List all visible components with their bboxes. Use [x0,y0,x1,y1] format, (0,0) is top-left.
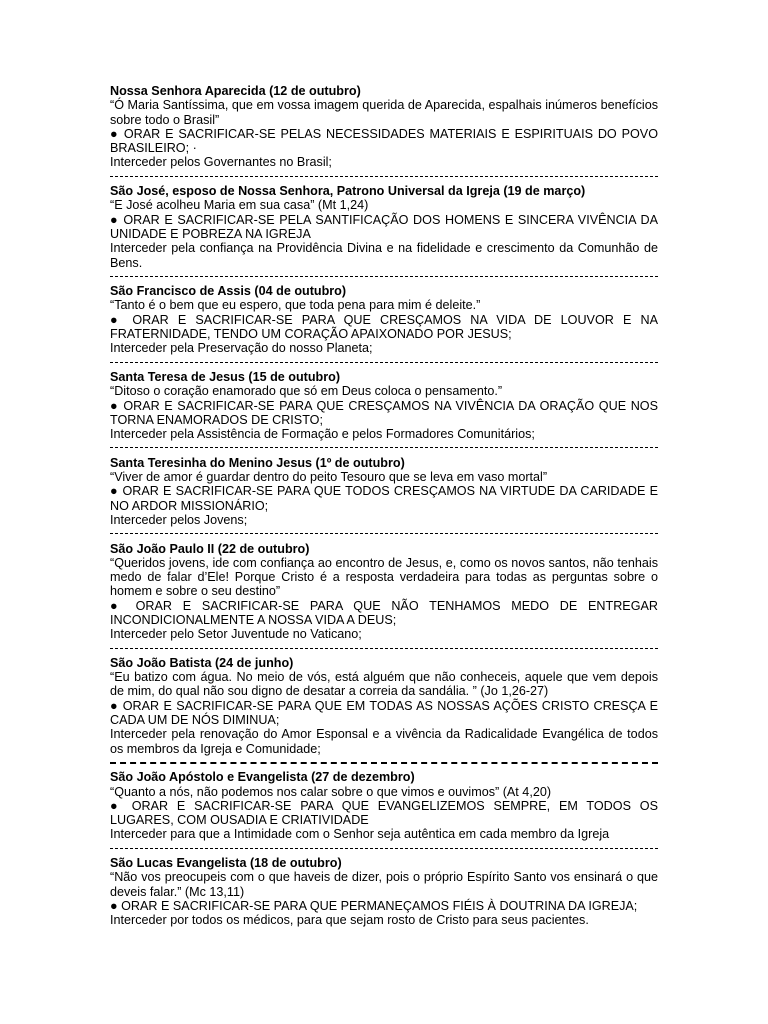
entry-prayer: ● ORAR E SACRIFICAR-SE PARA QUE CRESÇAMOS NA VIVÊNCIA DA ORAÇÃO QUE NOS TORNA ENAMORADOS DE CRISTO; [110,398,658,427]
dashed-separator [110,441,658,455]
entry-title: São João Paulo II (22 de outubro) [110,541,310,556]
entry-quote: “Não vos preocupeis com o que haveis de dizer, pois o próprio Espírito Santo vos ensinará o que deveis falar.” (Mc 13,11) [110,870,658,899]
entry-prayer: ● ORAR E SACRIFICAR-SE PARA QUE EVANGELIZEMOS SEMPRE, EM TODOS OS LUGARES, COM OUSADIA E CRIATIVIDADE [110,798,658,828]
saint-entry-sao-jose [110,184,658,270]
entry-title: São João Batista (24 de junho) [110,655,294,670]
dashed-separator [110,642,658,656]
dashed-separator [110,756,658,770]
entry-title: São Francisco de Assis (04 de outubro) [110,284,347,299]
entry-intercede: Interceder pela Preservação do nosso Planeta; [110,341,373,356]
entry-title: Santa Teresinha do Menino Jesus (1º de outubro) [110,455,405,470]
saint-entry-joao-batista [110,656,658,756]
dashed-separator [110,527,658,541]
entry-quote: “Ó Maria Santíssima, que em vossa imagem querida de Aparecida, espalhais inúmeros benefícios sobre todo o Brasil” [110,98,658,127]
entry-quote: “Tanto é o bem que eu espero, que toda pena para mim é deleite.” [110,298,481,313]
entry-quote: “E José acolheu Maria em sua casa” (Mt 1,24) [110,198,369,213]
saint-entry-aparecida [110,84,658,170]
entry-prayer: ● ORAR E SACRIFICAR-SE PARA QUE CRESÇAMOS NA VIDA DE LOUVOR E NA FRATERNIDADE, TENDO UM CORAÇÃO APAIXONADO POR JESUS; [110,312,658,342]
entry-title: São Lucas Evangelista (18 de outubro) [110,856,342,871]
entry-prayer: ● ORAR E SACRIFICAR-SE PELA SANTIFICAÇÃO DOS HOMENS E SINCERA VIVÊNCIA DA UNIDADE E POBREZA NA IGREJA [110,212,658,241]
entry-intercede: Interceder para que a Intimidade com o Senhor seja autêntica em cada membro da Igreja [110,827,610,842]
entry-prayer: ● ORAR E SACRIFICAR-SE PELAS NECESSIDADES MATERIAIS E ESPIRITUAIS DO POVO BRASILEIRO; · [110,126,658,156]
entry-intercede: Interceder pelos Governantes no Brasil; [110,155,332,170]
entry-title: São José, esposo de Nossa Senhora, Patrono Universal da Igreja (19 de março) [110,184,586,199]
entry-prayer: ● ORAR E SACRIFICAR-SE PARA QUE NÃO TENHAMOS MEDO DE ENTREGAR INCONDICIONALMENTE A NOSSA VIDA A DEUS; [110,598,658,627]
dashed-separator [110,270,658,284]
entry-prayer: ● ORAR E SACRIFICAR-SE PARA QUE EM TODAS AS NOSSAS AÇÕES CRISTO CRESÇA E CADA UM DE NÓS DIMINUA; [110,698,658,728]
document-page [110,84,658,928]
entry-intercede: Interceder pela confiança na Providência Divina e na fidelidade e crescimento da Comunhão de Bens. [110,241,658,270]
entry-quote: “Queridos jovens, ide com confiança ao encontro de Jesus, e, como os novos santos, não tenhais medo de falar d’Ele! Porque Cristo é a resposta verdadeira para todas as perguntas sobre o homem e sobre o seu destino” [110,555,658,599]
entry-quote: “Quanto a nós, não podemos nos calar sobre o que vimos e ouvimos” (At 4,20) [110,784,552,799]
entry-title: Nossa Senhora Aparecida (12 de outubro) [110,84,361,98]
entry-intercede: Interceder pelos Jovens; [110,512,248,527]
saint-entry-joao-paulo [110,542,658,642]
entry-quote: “Eu batizo com água. No meio de vós, está alguém que não conheceis, aquele que vem depois de mim, do qual não sou digno de desatar a correia da sandália. ” (Jo 1,26-27) [110,670,658,699]
entry-intercede: Interceder pela Assistência de Formação e pelos Formadores Comunitários; [110,427,535,442]
dashed-separator [110,842,658,856]
entry-title: São João Apóstolo e Evangelista (27 de dezembro) [110,770,415,785]
entry-prayer: ● ORAR E SACRIFICAR-SE PARA QUE TODOS CRESÇAMOS NA VIRTUDE DA CARIDADE E NO ARDOR MISSIONÁRIO; [110,484,658,513]
saint-entry-santa-teresa [110,370,658,441]
entry-intercede: Interceder pela renovação do Amor Esponsal e a vivência da Radicalidade Evangélica de todos os membros da Igreja e Comunidade; [110,727,658,756]
entry-quote: “Ditoso o coração enamorado que só em Deus coloca o pensamento.” [110,384,503,399]
dashed-separator [110,356,658,370]
entry-prayer: ● ORAR E SACRIFICAR-SE PARA QUE PERMANEÇAMOS FIÉIS À DOUTRINA DA IGREJA; [110,898,638,913]
entry-title: Santa Teresa de Jesus (15 de outubro) [110,369,341,384]
entry-intercede: Interceder pelo Setor Juventude no Vaticano; [110,627,362,642]
saint-entry-joao-apostolo [110,770,658,841]
dashed-separator [110,170,658,184]
entry-quote: “Viver de amor é guardar dentro do peito Tesouro que se leva em vaso mortal” [110,470,548,485]
saint-entry-sao-francisco [110,284,658,355]
saint-entry-santa-teresinha [110,456,658,527]
saint-entry-sao-lucas [110,856,658,927]
entry-intercede: Interceder por todos os médicos, para que sejam rosto de Cristo para seus pacientes. [110,913,589,928]
